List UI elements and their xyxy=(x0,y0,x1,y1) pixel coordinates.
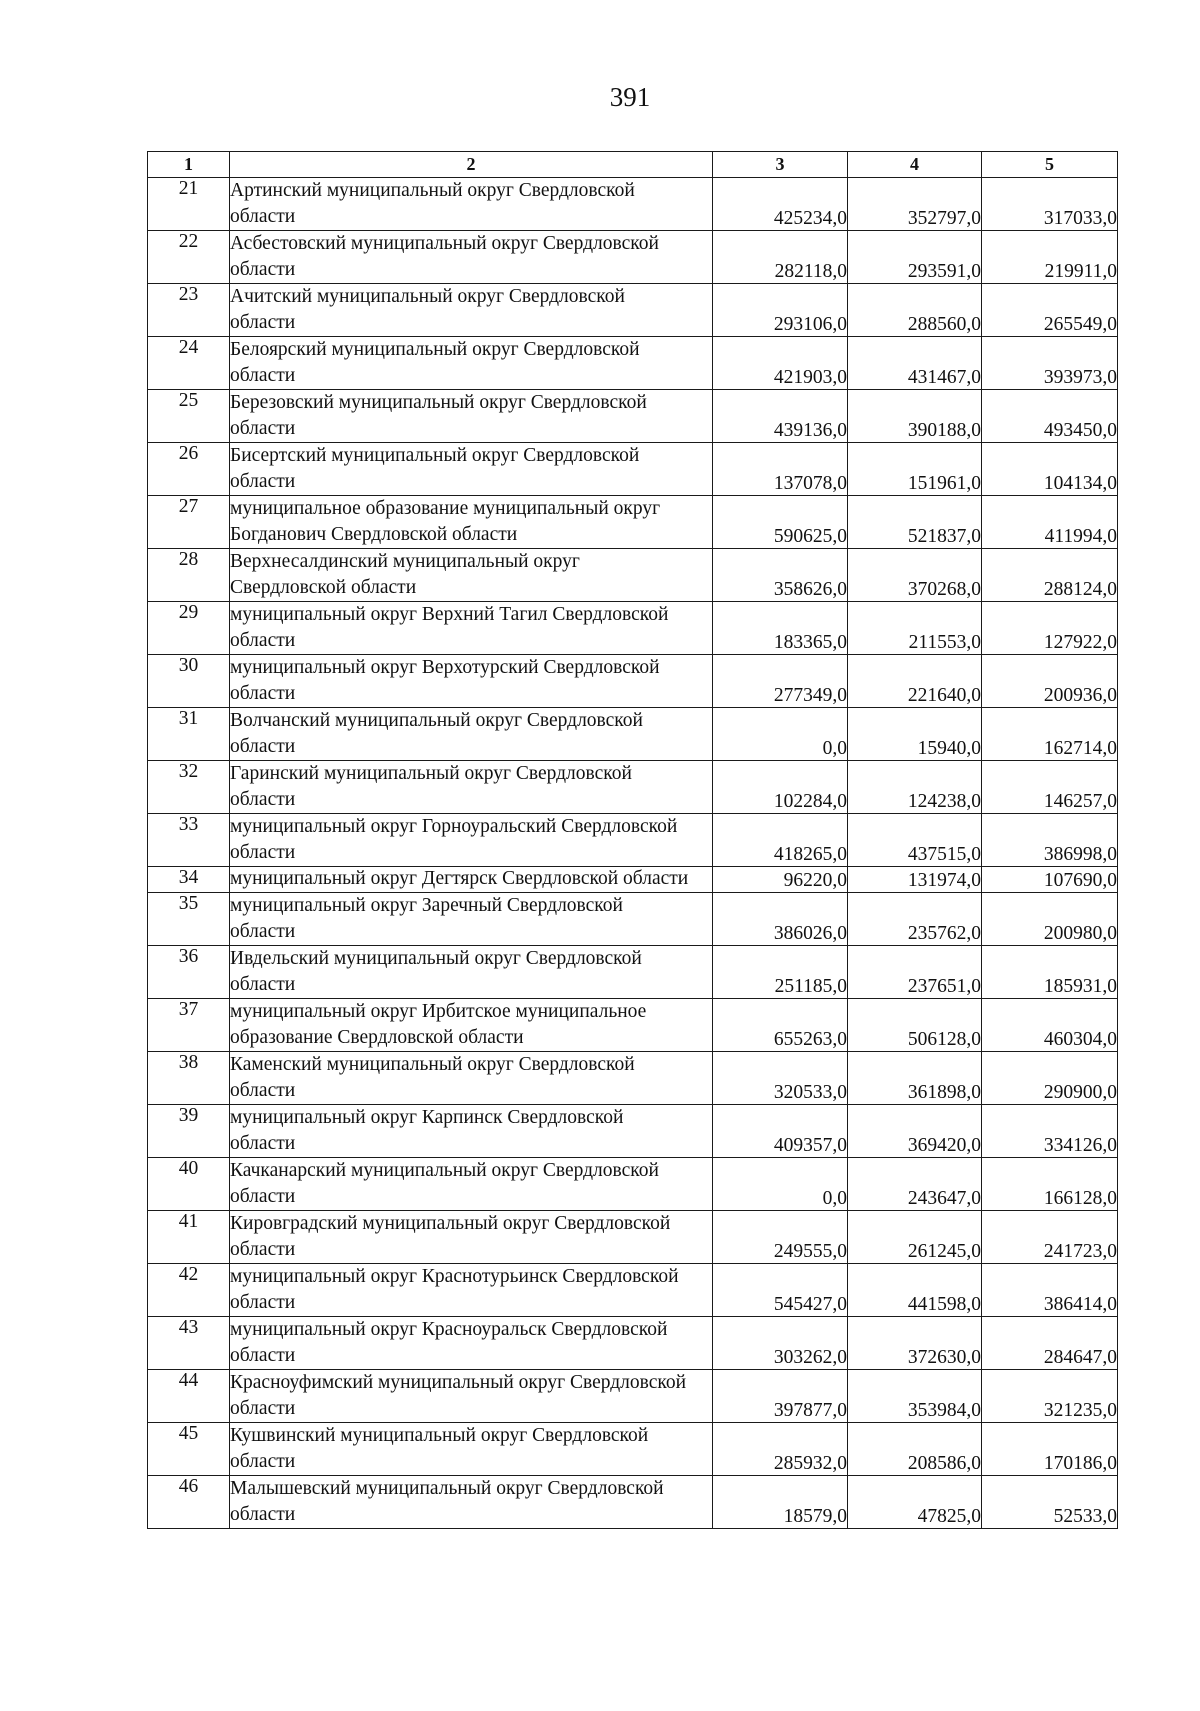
row-number: 28 xyxy=(148,549,230,602)
value-col-4: 47825,0 xyxy=(848,1476,982,1529)
value-col-5: 107690,0 xyxy=(982,867,1118,893)
table-row xyxy=(148,337,1118,390)
municipality-name: муниципальный округ Верхотурский Свердловской области xyxy=(230,655,713,708)
value-col-5: 411994,0 xyxy=(982,496,1118,549)
value-col-4: 235762,0 xyxy=(848,893,982,946)
table-row xyxy=(148,999,1118,1052)
table-row xyxy=(148,231,1118,284)
value-col-3: 282118,0 xyxy=(713,231,848,284)
value-col-4: 521837,0 xyxy=(848,496,982,549)
table-row xyxy=(148,1317,1118,1370)
column-header: 1 xyxy=(148,152,230,178)
municipality-name: Кушвинский муниципальный округ Свердловской области xyxy=(230,1423,713,1476)
value-col-5: 386414,0 xyxy=(982,1264,1118,1317)
data-table xyxy=(147,151,1118,1529)
value-col-3: 137078,0 xyxy=(713,443,848,496)
row-number: 40 xyxy=(148,1158,230,1211)
municipality-name: Березовский муниципальный округ Свердловской области xyxy=(230,390,713,443)
column-header: 4 xyxy=(848,152,982,178)
row-number: 23 xyxy=(148,284,230,337)
value-col-3: 545427,0 xyxy=(713,1264,848,1317)
value-col-4: 293591,0 xyxy=(848,231,982,284)
value-col-4: 506128,0 xyxy=(848,999,982,1052)
table-row xyxy=(148,390,1118,443)
value-col-5: 200936,0 xyxy=(982,655,1118,708)
value-col-3: 397877,0 xyxy=(713,1370,848,1423)
value-col-4: 352797,0 xyxy=(848,178,982,231)
municipality-name: Волчанский муниципальный округ Свердловской области xyxy=(230,708,713,761)
value-col-3: 418265,0 xyxy=(713,814,848,867)
value-col-4: 151961,0 xyxy=(848,443,982,496)
value-col-4: 441598,0 xyxy=(848,1264,982,1317)
value-col-3: 590625,0 xyxy=(713,496,848,549)
value-col-5: 219911,0 xyxy=(982,231,1118,284)
value-col-5: 265549,0 xyxy=(982,284,1118,337)
table-row xyxy=(148,1052,1118,1105)
row-number: 44 xyxy=(148,1370,230,1423)
table-row xyxy=(148,178,1118,231)
table-row xyxy=(148,602,1118,655)
municipality-name: Бисертский муниципальный округ Свердловской области xyxy=(230,443,713,496)
municipality-name: Ачитский муниципальный округ Свердловской области xyxy=(230,284,713,337)
value-col-4: 431467,0 xyxy=(848,337,982,390)
value-col-3: 320533,0 xyxy=(713,1052,848,1105)
value-col-3: 18579,0 xyxy=(713,1476,848,1529)
value-col-3: 0,0 xyxy=(713,708,848,761)
table-row xyxy=(148,1105,1118,1158)
value-col-4: 131974,0 xyxy=(848,867,982,893)
value-col-4: 353984,0 xyxy=(848,1370,982,1423)
municipality-name: муниципальный округ Краснотурьинск Свердловской области xyxy=(230,1264,713,1317)
value-col-5: 284647,0 xyxy=(982,1317,1118,1370)
municipality-name: муниципальное образование муниципальный округ Богданович Свердловской области xyxy=(230,496,713,549)
column-header: 5 xyxy=(982,152,1118,178)
value-col-4: 211553,0 xyxy=(848,602,982,655)
table-row xyxy=(148,549,1118,602)
value-col-4: 437515,0 xyxy=(848,814,982,867)
value-col-5: 290900,0 xyxy=(982,1052,1118,1105)
table-row xyxy=(148,1211,1118,1264)
municipality-name: Гаринский муниципальный округ Свердловской области xyxy=(230,761,713,814)
row-number: 31 xyxy=(148,708,230,761)
row-number: 27 xyxy=(148,496,230,549)
table-body xyxy=(148,178,1118,1529)
value-col-5: 170186,0 xyxy=(982,1423,1118,1476)
table-row xyxy=(148,1423,1118,1476)
value-col-5: 104134,0 xyxy=(982,443,1118,496)
value-col-3: 358626,0 xyxy=(713,549,848,602)
municipality-name: муниципальный округ Дегтярск Свердловской области xyxy=(230,867,713,893)
value-col-4: 261245,0 xyxy=(848,1211,982,1264)
table-row xyxy=(148,284,1118,337)
row-number: 33 xyxy=(148,814,230,867)
row-number: 22 xyxy=(148,231,230,284)
value-col-3: 386026,0 xyxy=(713,893,848,946)
value-col-5: 393973,0 xyxy=(982,337,1118,390)
row-number: 46 xyxy=(148,1476,230,1529)
table-row xyxy=(148,443,1118,496)
municipality-name: Кировградский муниципальный округ Свердловской области xyxy=(230,1211,713,1264)
municipality-name: муниципальный округ Верхний Тагил Свердловской области xyxy=(230,602,713,655)
municipality-name: Малышевский муниципальный округ Свердловской области xyxy=(230,1476,713,1529)
municipality-name: Ивдельский муниципальный округ Свердловской области xyxy=(230,946,713,999)
value-col-3: 409357,0 xyxy=(713,1105,848,1158)
row-number: 37 xyxy=(148,999,230,1052)
column-header: 3 xyxy=(713,152,848,178)
value-col-3: 96220,0 xyxy=(713,867,848,893)
value-col-5: 493450,0 xyxy=(982,390,1118,443)
value-col-4: 221640,0 xyxy=(848,655,982,708)
municipality-name: Асбестовский муниципальный округ Свердловской области xyxy=(230,231,713,284)
row-number: 32 xyxy=(148,761,230,814)
municipality-name: Белоярский муниципальный округ Свердловской области xyxy=(230,337,713,390)
row-number: 41 xyxy=(148,1211,230,1264)
value-col-5: 146257,0 xyxy=(982,761,1118,814)
row-number: 35 xyxy=(148,893,230,946)
table-row xyxy=(148,1476,1118,1529)
value-col-3: 183365,0 xyxy=(713,602,848,655)
value-col-5: 162714,0 xyxy=(982,708,1118,761)
table-row xyxy=(148,1370,1118,1423)
table-row xyxy=(148,946,1118,999)
page-number: 391 xyxy=(609,82,651,112)
value-col-5: 317033,0 xyxy=(982,178,1118,231)
value-col-5: 288124,0 xyxy=(982,549,1118,602)
value-col-3: 303262,0 xyxy=(713,1317,848,1370)
table-header-row xyxy=(148,152,1118,178)
value-col-3: 251185,0 xyxy=(713,946,848,999)
table-row xyxy=(148,496,1118,549)
municipality-name: муниципальный округ Карпинск Свердловской области xyxy=(230,1105,713,1158)
value-col-3: 285932,0 xyxy=(713,1423,848,1476)
row-number: 39 xyxy=(148,1105,230,1158)
value-col-4: 390188,0 xyxy=(848,390,982,443)
value-col-5: 241723,0 xyxy=(982,1211,1118,1264)
value-col-5: 52533,0 xyxy=(982,1476,1118,1529)
municipality-name: Артинский муниципальный округ Свердловской области xyxy=(230,178,713,231)
municipality-name: Качканарский муниципальный округ Свердловской области xyxy=(230,1158,713,1211)
table-row xyxy=(148,814,1118,867)
municipality-name: Красноуфимский муниципальный округ Свердловской области xyxy=(230,1370,713,1423)
table-row xyxy=(148,761,1118,814)
value-col-4: 208586,0 xyxy=(848,1423,982,1476)
row-number: 38 xyxy=(148,1052,230,1105)
table-row xyxy=(148,708,1118,761)
value-col-3: 293106,0 xyxy=(713,284,848,337)
value-col-5: 200980,0 xyxy=(982,893,1118,946)
value-col-3: 102284,0 xyxy=(713,761,848,814)
value-col-5: 185931,0 xyxy=(982,946,1118,999)
row-number: 43 xyxy=(148,1317,230,1370)
row-number: 45 xyxy=(148,1423,230,1476)
value-col-5: 334126,0 xyxy=(982,1105,1118,1158)
value-col-3: 421903,0 xyxy=(713,337,848,390)
value-col-5: 127922,0 xyxy=(982,602,1118,655)
value-col-3: 277349,0 xyxy=(713,655,848,708)
value-col-4: 237651,0 xyxy=(848,946,982,999)
table-row xyxy=(148,655,1118,708)
value-col-5: 460304,0 xyxy=(982,999,1118,1052)
row-number: 26 xyxy=(148,443,230,496)
row-number: 29 xyxy=(148,602,230,655)
column-header: 2 xyxy=(230,152,713,178)
value-col-5: 386998,0 xyxy=(982,814,1118,867)
municipality-name: муниципальный округ Заречный Свердловской области xyxy=(230,893,713,946)
value-col-4: 361898,0 xyxy=(848,1052,982,1105)
table-row xyxy=(148,867,1118,893)
municipality-name: муниципальный округ Ирбитское муниципальное образование Свердловской области xyxy=(230,999,713,1052)
value-col-5: 166128,0 xyxy=(982,1158,1118,1211)
value-col-3: 249555,0 xyxy=(713,1211,848,1264)
table-row xyxy=(148,1158,1118,1211)
value-col-4: 243647,0 xyxy=(848,1158,982,1211)
municipality-name: Верхнесалдинский муниципальный округ Свердловской области xyxy=(230,549,713,602)
value-col-4: 370268,0 xyxy=(848,549,982,602)
value-col-3: 655263,0 xyxy=(713,999,848,1052)
value-col-4: 15940,0 xyxy=(848,708,982,761)
value-col-4: 288560,0 xyxy=(848,284,982,337)
row-number: 36 xyxy=(148,946,230,999)
value-col-3: 439136,0 xyxy=(713,390,848,443)
row-number: 34 xyxy=(148,867,230,893)
row-number: 25 xyxy=(148,390,230,443)
row-number: 24 xyxy=(148,337,230,390)
table-row xyxy=(148,1264,1118,1317)
table-row xyxy=(148,893,1118,946)
row-number: 42 xyxy=(148,1264,230,1317)
municipality-name: муниципальный округ Горноуральский Свердловской области xyxy=(230,814,713,867)
value-col-5: 321235,0 xyxy=(982,1370,1118,1423)
value-col-4: 369420,0 xyxy=(848,1105,982,1158)
value-col-3: 0,0 xyxy=(713,1158,848,1211)
row-number: 30 xyxy=(148,655,230,708)
municipality-name: муниципальный округ Красноуральск Свердловской области xyxy=(230,1317,713,1370)
municipality-name: Каменский муниципальный округ Свердловской области xyxy=(230,1052,713,1105)
value-col-3: 425234,0 xyxy=(713,178,848,231)
value-col-4: 124238,0 xyxy=(848,761,982,814)
row-number: 21 xyxy=(148,178,230,231)
value-col-4: 372630,0 xyxy=(848,1317,982,1370)
